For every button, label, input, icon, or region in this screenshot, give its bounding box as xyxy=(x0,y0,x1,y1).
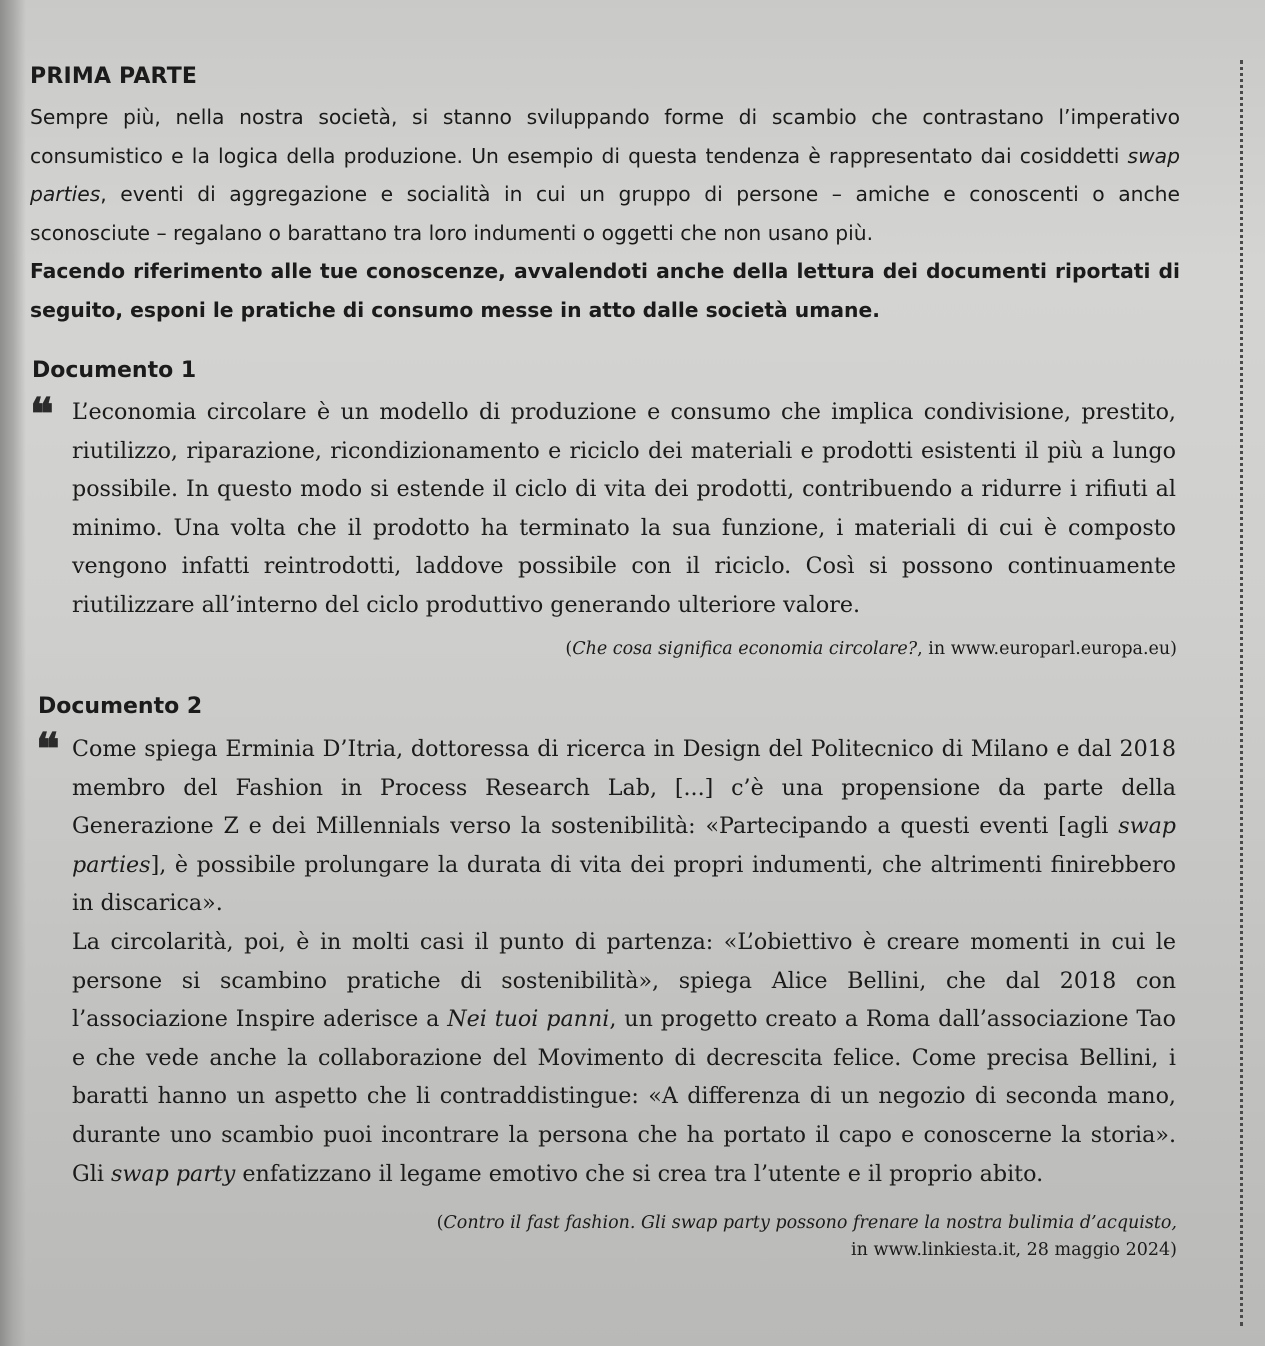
task-instruction: Facendo riferimento alle tue conoscenze, avvalendoti anche della lettura dei documenti riportati di seguito, esponi le pratiche di consumo messe in atto dalle società umane. xyxy=(30,259,1180,322)
page-edge-shadow xyxy=(0,0,26,1346)
source-link: in www.linkiesta.it, 28 maggio 2024) xyxy=(851,1240,1177,1260)
intro-text-part: , eventi di aggregazione e socialità in cui un gruppo di persone – amiche e conoscenti o anche sconosciute – regalano o barattano tra loro indumenti o oggetti che non usano più. xyxy=(30,182,1180,245)
italic-term: Nei tuoi panni xyxy=(447,1006,610,1033)
quote-mark-icon: ❝ xyxy=(36,724,60,775)
paragraph-text: enfatizzano il legame emotivo che si crea tra l’utente e il proprio abito. xyxy=(235,1160,1044,1187)
document-1-source xyxy=(565,636,1177,663)
source-title: Contro il fast fashion. Gli swap party possono frenare la nostra bulimia d’acquisto, xyxy=(443,1213,1177,1233)
paragraph-text: ], è possibile prolungare la durata di vita dei propri indumenti, che altrimenti finirebbero in discarica». xyxy=(72,851,1176,917)
source-paren: ( xyxy=(565,639,573,659)
intro-text xyxy=(30,98,1180,329)
source-paren: ( xyxy=(436,1213,444,1233)
document-2-paragraph-2 xyxy=(72,923,1176,1193)
document-2-title: Documento 2 xyxy=(38,694,203,719)
document-1-title: Documento 1 xyxy=(32,358,197,383)
quote-mark-icon: ❝ xyxy=(30,389,54,440)
paragraph-text: Come spiega Erminia D’Itria, dottoressa di ricerca in Design del Politecnico di Milano e dal 2018 membro del Fashion in Process Research Lab, [...] c’è una propensione da parte della Generazione Z e dei Millennials verso la sostenibilità: «Partecipando a questi eventi [agli xyxy=(72,736,1176,840)
italic-term: swap party xyxy=(110,1160,236,1187)
italic-term: swap parties xyxy=(72,813,1176,878)
dotted-margin-rule xyxy=(1240,60,1243,1326)
intro-text-part: Sempre più, nella nostra società, si stanno sviluppando forme di scambio che contrastano l’imperativo consumistico e la logica della produzione. Un esempio di questa tendenza è rappresentato dai cosiddetti xyxy=(30,105,1180,168)
paragraph-text: La circolarità, poi, è in molti casi il punto di partenza: «L’obiettivo è creare momenti in cui le persone si scambino pratiche di sostenibilità», spiega Alice Bellini, che dal 2018 con l’associazione Inspire aderisce a xyxy=(72,928,1176,1033)
document-2-paragraph-1 xyxy=(72,730,1176,923)
section-heading: PRIMA PARTE xyxy=(30,64,198,89)
document-2-source xyxy=(437,1210,1177,1264)
source-link: , in www.europarl.europa.eu) xyxy=(917,639,1177,659)
document-1-text: L’economia circolare è un modello di produzione e consumo che implica condivisione, prestito, riutilizzo, riparazione, ricondizionamento e riciclo dei materiali e prodotti esistenti il più a lungo possibile. In questo modo si estende il ciclo di vita dei prodotti, contribuendo a ridurre i rifiuti al minimo. Una volta che il prodotto ha terminato la sua funzione, i materiali di cui è composto vengono infatti reintrodotti, laddove possibile con il riciclo. Così si possono continuamente riutilizzare all’interno del ciclo produttivo generando ulteriore valore. xyxy=(72,399,1176,618)
paragraph-text: , un progetto creato a Roma dall’associazione Tao e che vede anche la collaborazione del Movimento di decrescita felice. Come precisa Bellini, i baratti hanno un aspetto che li contraddistingue: «A differenza di un negozio di seconda mano, durante uno scambio puoi incontrare la persona che ha portato il capo e conoscerne la storia». Gli xyxy=(72,1006,1177,1187)
intro-italic-term: swap parties xyxy=(30,143,1180,206)
source-title: Che cosa significa economia circolare? xyxy=(572,639,918,659)
document-1-body xyxy=(72,393,1176,625)
document-2-body xyxy=(72,730,1176,1193)
